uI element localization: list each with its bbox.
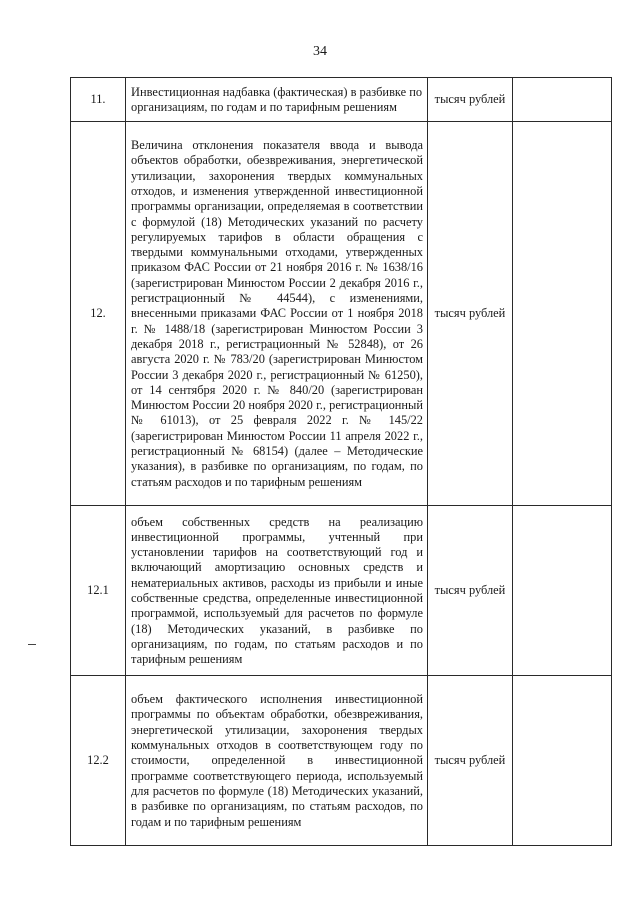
row-number: 12.1	[71, 506, 126, 676]
row-value	[513, 506, 612, 676]
row-description	[126, 676, 428, 846]
row-value	[513, 78, 612, 122]
row-unit: тысяч рублей	[428, 122, 513, 506]
row-description-text: объем собственных средств на реализацию инвестиционной программы, учтенный при установлении тарифов на соответствующий год и включающий амортизацию основных средств и нематериальных активов, расходы из прибыли и иные собственные средства, определенные инвестиционной программой, используемый для расчетов по формуле (18) Методических указаний, в разбивке по организациям, по годам, по статьям расходов и по тарифным решениям	[131, 514, 423, 667]
table-row	[71, 78, 612, 122]
row-unit: тысяч рублей	[428, 676, 513, 846]
page-number: 34	[313, 44, 327, 59]
row-description-text: объем фактического исполнения инвестиционной программы по объектам обработки, обезвреживания, энергетической утилизации, захоронения твердых коммунальных отходов в соответствующем году по стоимости, определенной в инвестиционной программе соответствующего периода, используемый для расчетов по формуле (18) Методических указаний, в разбивке по организациям, по статьям расходов, по годам и по тарифным решениям	[131, 692, 423, 829]
row-description-text: Величина отклонения показателя ввода и вывода объектов обработки, обезвреживания, энергетической утилизации, захоронения твердых коммунальных отходов, и изменения утвержденной инвестиционной программы организации, определяемая в соответствии с формулой (18) Методических указаний по расчету регулируемых тарифов в области обращения с твердыми коммунальными отходами, утвержденных приказом ФАС России от 21 ноября 2016 г. № 1638/16 (зарегистрирован Минюстом России 2 декабря 2016 г., регистрационный № 44544), с изменениями, внесенными приказами ФАС России от 1 ноября 2018 г. № 1488/18 (зарегистрирован Минюстом России 3 декабря 2018 г., регистрационный № 52848), от 26 августа 2020 г. № 783/20 (зарегистрирован Минюстом России 3 декабря 2020 г., регистрационный № 61250), от 14 сентября 2020 г. № 840/20 (зарегистрирован Минюстом России 20 ноября 2020 г., регистрационный № 61013), от 25 февраля 2022 г. № 145/22 (зарегистрирован Минюстом России 11 апреля 2022 г., регистрационный № 68154) (далее – Методические указания), в разбивке по организациям, по годам, по статьям расходов и по тарифным решениям	[131, 138, 423, 489]
row-number: 12.2	[71, 676, 126, 846]
row-unit: тысяч рублей	[428, 506, 513, 676]
row-description-text: Инвестиционная надбавка (фактическая) в разбивке по организациям, по годам и по тарифным решениям	[131, 84, 423, 114]
row-value	[513, 122, 612, 506]
table-row	[71, 122, 612, 506]
table-row	[71, 506, 612, 676]
row-unit: тысяч рублей	[428, 78, 513, 122]
row-value	[513, 676, 612, 846]
indicators-table	[70, 77, 612, 846]
margin-mark	[28, 644, 36, 645]
row-description	[126, 78, 428, 122]
row-description	[126, 122, 428, 506]
row-number: 12.	[71, 122, 126, 506]
table-row	[71, 676, 612, 846]
row-number: 11.	[71, 78, 126, 122]
row-description	[126, 506, 428, 676]
